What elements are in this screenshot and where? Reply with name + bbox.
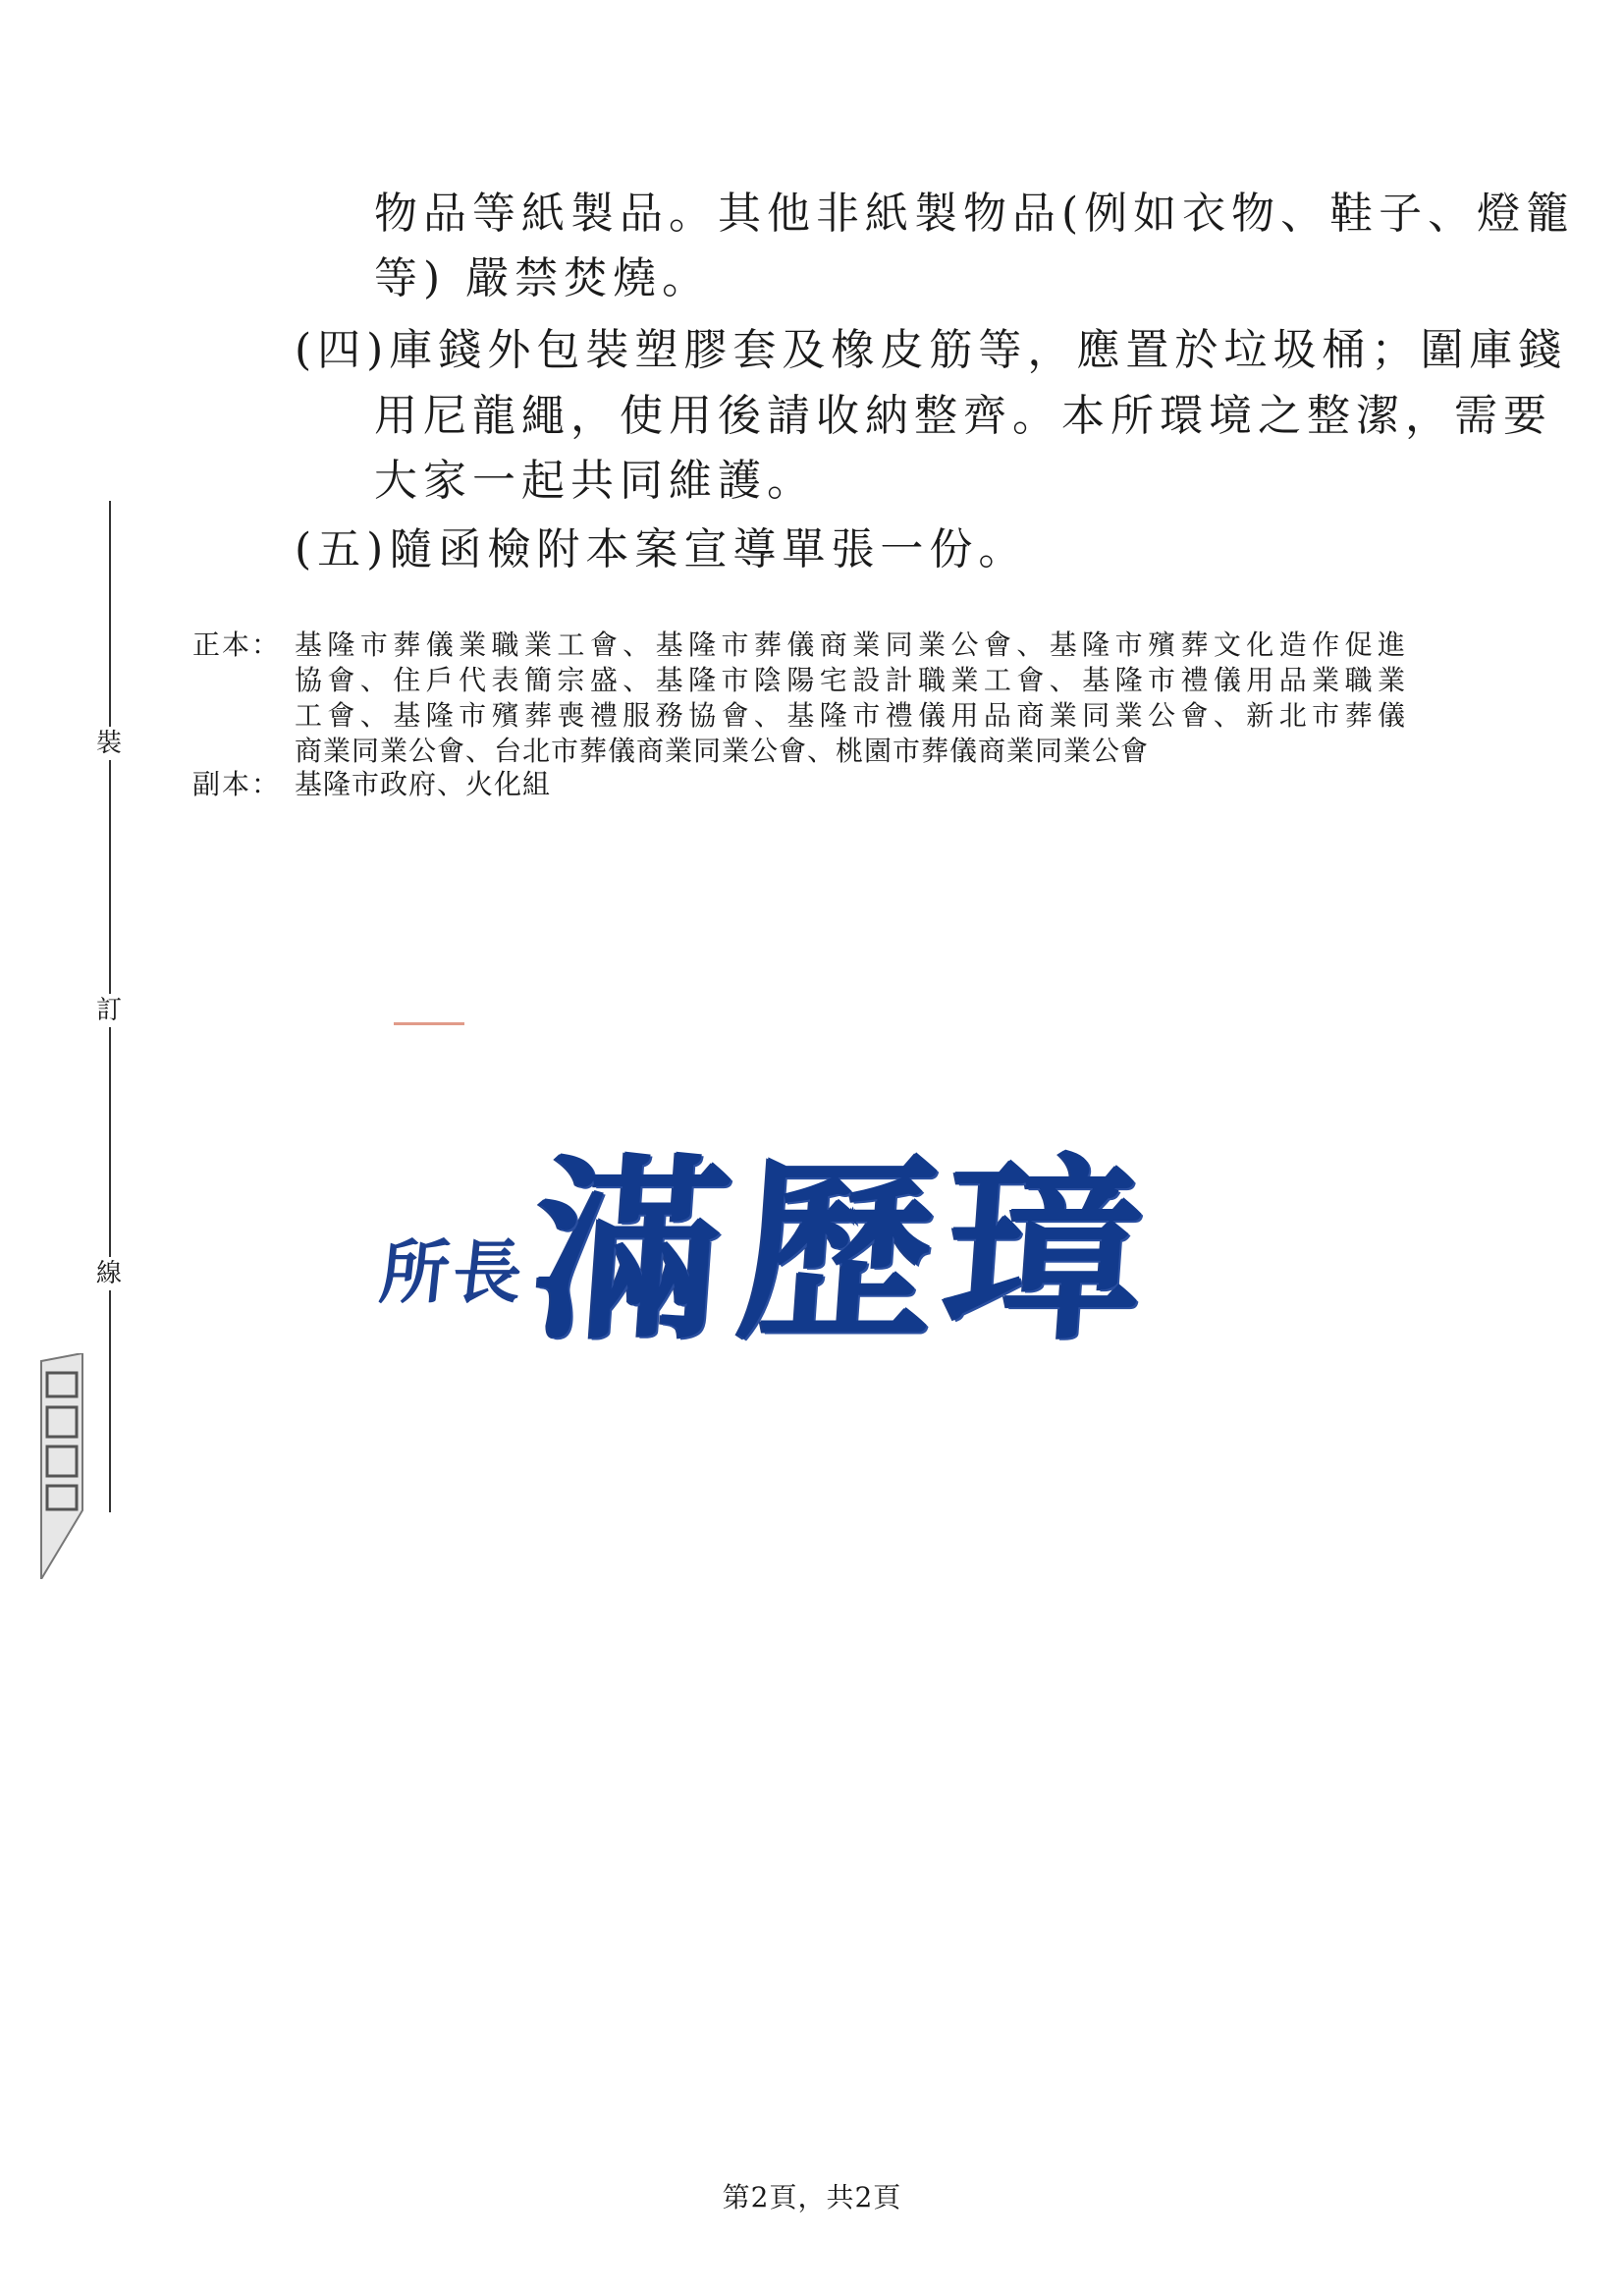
primary-recipients-line-4: 商業同業公會、台北市葬儀商業同業公會、桃園市葬儀商業同業公會 [295,735,1150,767]
primary-recipients-line-1: 基隆市葬儀業職業工會、基隆市葬儀商業同業公會、基隆市殯葬文化造作促進 [295,628,1406,661]
body-line-1: 物品等紙製品。其他非紙製物品(例如衣物、鞋子、燈籠 [374,189,1576,239]
seal-title: 所長 [376,1231,530,1313]
director-seal [376,1136,1161,1385]
item-4-line-2: 用尼龍繩，使用後請收納整齊。本所環境之整潔，需要 [374,391,1552,441]
primary-recipients-line-3: 工會、基隆市殯葬喪禮服務協會、基隆市禮儀用品商業同業公會、新北市葬儀 [295,699,1406,732]
primary-recipients-line-2: 協會、住戶代表簡宗盛、基隆市陰陽宅設計職業工會、基隆市禮儀用品業職業 [295,664,1406,696]
body-line-2: 等) 嚴禁焚燒。 [374,253,712,303]
binding-char-zhuang: 裝 [96,729,123,758]
copy-recipients-line: 基隆市政府、火化組 [295,768,552,800]
seam-stamp-icon [37,1353,86,1579]
item-4-line-1: (四)庫錢外包裝塑膠套及橡皮筋等，應置於垃圾桶；圍庫錢 [295,325,1568,375]
seal-name: 滿歷璋 [524,1136,1161,1367]
binding-char-ding: 訂 [96,996,123,1025]
binding-char-xian: 線 [96,1259,123,1288]
red-mark [394,1022,464,1025]
page-indicator: 第2頁，共2頁 [722,2181,902,2213]
primary-recipients-label: 正本： [192,628,282,661]
copy-recipients-label: 副本： [192,768,282,800]
item-4-line-3: 大家一起共同維護。 [374,456,816,506]
item-5: (五)隨函檢附本案宣導單張一份。 [295,524,1028,574]
